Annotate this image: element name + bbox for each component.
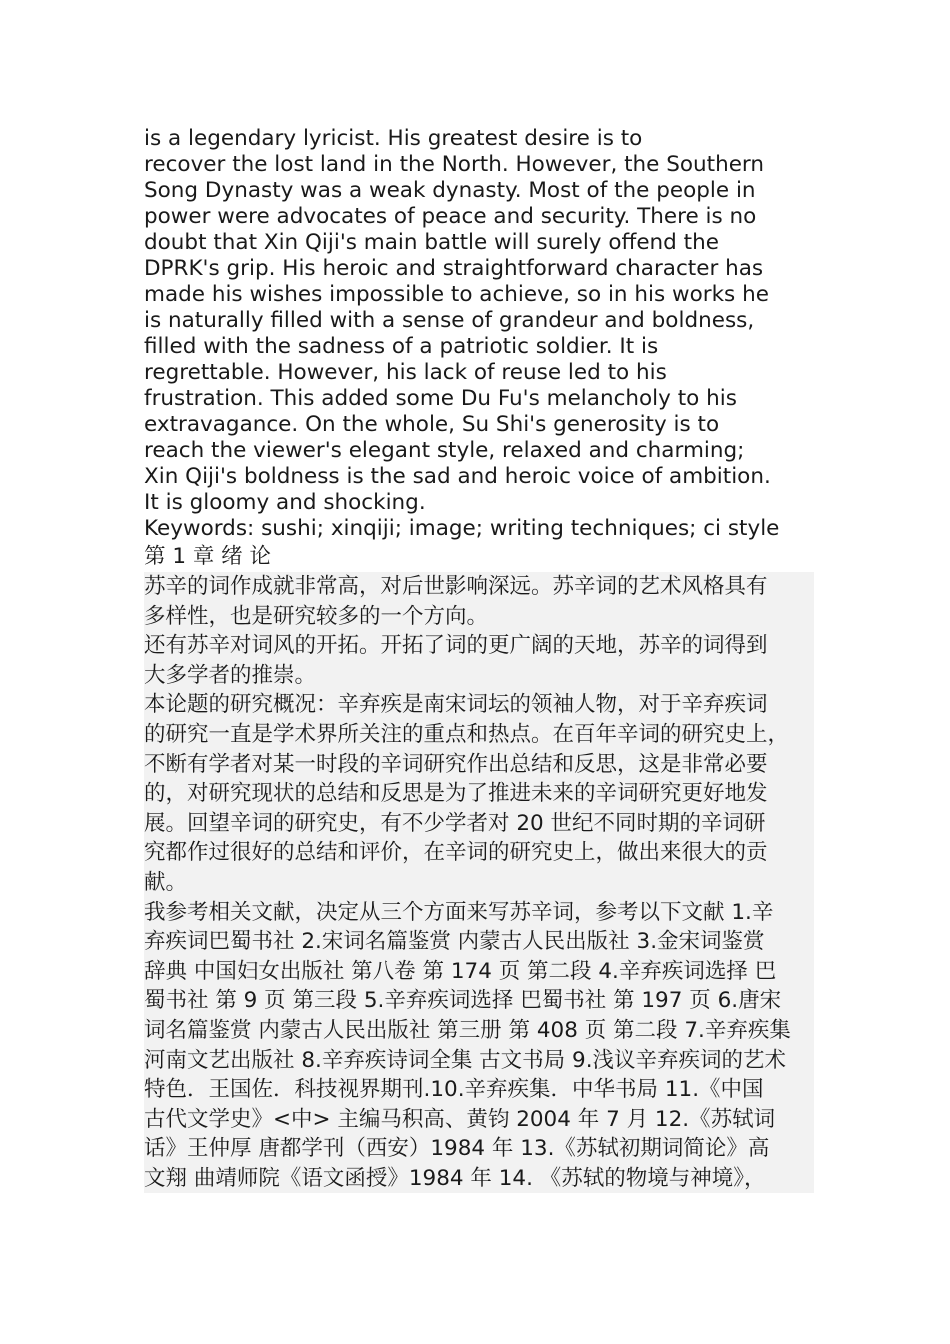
abstract-line: doubt that Xin Qiji's main battle will surely offend the: [144, 230, 719, 255]
paragraph-style: [144, 631, 814, 690]
paragraph-line: 的，对研究现状的总结和反思是为了推进未来的辛词研究更好地发: [144, 781, 768, 807]
abstract-line: is a legendary lyricist. His greatest desire is to: [144, 126, 643, 151]
abstract-line: It is gloomy and shocking.: [144, 490, 426, 515]
abstract-line: power were advocates of peace and security. There is no: [144, 204, 757, 229]
abstract-line: reach the viewer's elegant style, relaxed and charming;: [144, 438, 745, 463]
abstract-line: frustration. This added some Du Fu's melancholy to his: [144, 386, 737, 411]
abstract-line: Song Dynasty was a weak dynasty. Most of the people in: [144, 178, 756, 203]
paragraph-line: 蜀书社 第 9 页 第三段 5.辛弃疾词选择 巴蜀书社 第 197 页 6.唐宋: [144, 988, 782, 1014]
abstract-line: made his wishes impossible to achieve, so in his works he: [144, 282, 769, 307]
paragraph-line: 辞典 中国妇女出版社 第八卷 第 174 页 第二段 4.辛弃疾词选择 巴: [144, 958, 777, 984]
paragraph-line: 话》王仲厚 唐都学刊（西安）1984 年 13.《苏轼初期词简论》高: [144, 1136, 770, 1162]
paragraph-line: 究都作过很好的总结和评价，在辛词的研究史上，做出来很大的贡: [144, 840, 768, 866]
abstract-line: DPRK's grip. His heroic and straightforward character has: [144, 256, 764, 281]
abstract-line: recover the lost land in the North. However, the Southern: [144, 152, 765, 177]
paragraph-line: 献。: [144, 869, 188, 895]
paragraph-line: 词名篇鉴赏 内蒙古人民出版社 第三册 第 408 页 第二段 7.辛弃疾集: [144, 1017, 791, 1043]
paragraph-line: 古代文学史》<中> 主编马积高、黄钧 2004 年 7 月 12.《苏轼词: [144, 1106, 776, 1132]
abstract-line: Xin Qiji's boldness is the sad and heroic voice of ambition.: [144, 464, 771, 489]
abstract-line: regrettable. However, his lack of reuse led to his: [144, 360, 667, 385]
paragraph-line: 弃疾词巴蜀书社 2.宋词名篇鉴赏 内蒙古人民出版社 3.金宋词鉴赏: [144, 929, 765, 955]
abstract-line: filled with the sadness of a patriotic soldier. It is: [144, 334, 659, 359]
abstract-line: is naturally filled with a sense of grandeur and boldness,: [144, 308, 755, 333]
chapter-heading: 第 1 章 绪 论: [144, 544, 272, 569]
paragraph-line: 特色．王国佐．科技视界期刊.10.辛弃疾集．中华书局 11.《中国: [144, 1077, 764, 1103]
paragraph-line: 苏辛的词作成就非常高，对后世影响深远。苏辛词的艺术风格具有: [144, 574, 768, 599]
paragraph-research-overview: [144, 690, 814, 897]
paragraph-line: 多样性，也是研究较多的一个方向。: [144, 603, 489, 629]
paragraph-line: 本论题的研究概况：辛弃疾是南宋词坛的领袖人物，对于辛弃疾词: [144, 692, 768, 718]
paragraph-line: 展。回望辛词的研究史，有不少学者对 20 世纪不同时期的辛词研: [144, 810, 766, 836]
document-page: [144, 126, 814, 1193]
paragraph-line: 还有苏辛对词风的开拓。开拓了词的更广阔的天地，苏辛的词得到: [144, 633, 768, 659]
paragraph-line: 的研究一直是学术界所关注的重点和热点。在百年辛词的研究史上，: [144, 721, 790, 747]
paragraph-references: [144, 898, 814, 1194]
paragraph-line: 我参考相关文献，决定从三个方面来写苏辛词，参考以下文献 1.辛: [144, 899, 774, 925]
paragraph-line: 大多学者的推崇。: [144, 662, 317, 688]
paragraph-line: 河南文艺出版社 8.辛弃疾诗词全集 古文书局 9.浅议辛弃疾词的艺术: [144, 1047, 787, 1073]
paragraph-line: 不断有学者对某一时段的辛词研究作出总结和反思，这是非常必要: [144, 751, 768, 777]
abstract-english: [144, 126, 814, 516]
paragraph-intro: [144, 572, 814, 631]
paragraph-line: 文翔 曲靖师院《语文函授》1984 年 14. 《苏轼的物境与神境》，: [144, 1165, 766, 1191]
keywords-line: Keywords: sushi; xinqiji; image; writing techniques; ci style: [144, 516, 780, 541]
abstract-line: extravagance. On the whole, Su Shi's generosity is to: [144, 412, 720, 437]
